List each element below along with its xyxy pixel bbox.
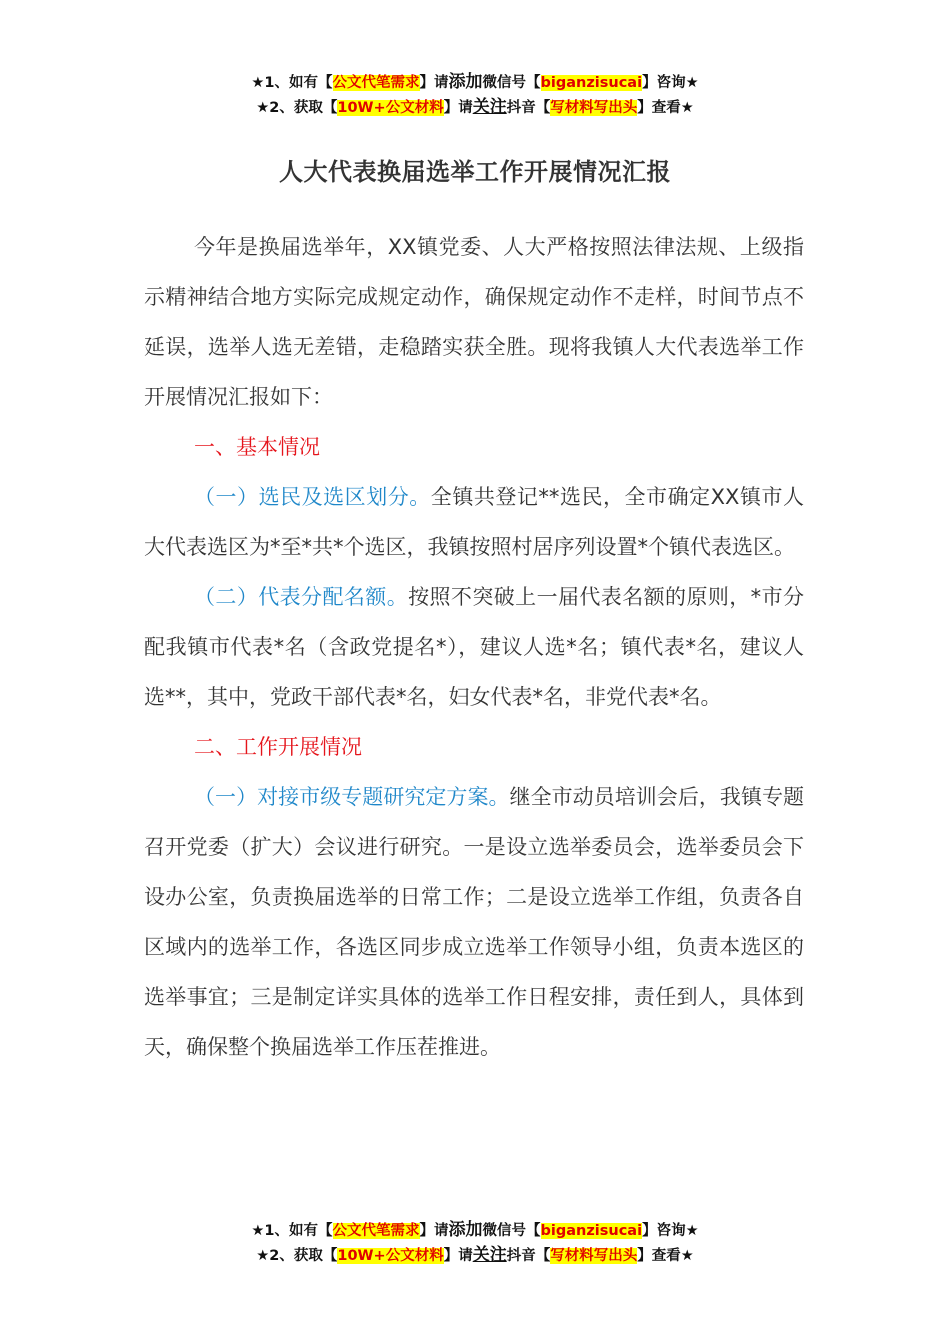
promo-highlight-service: 公文代笔需求 [332, 75, 420, 91]
promo-line-1: ★1、如有【公文代笔需求】请添加微信号【biganzisucai】咨询★ [251, 72, 699, 92]
section-heading-work-progress: 二、工作开展情况 [194, 735, 362, 759]
subheading-city-coordination: （一）对接市级专题研究定方案。 [194, 785, 510, 809]
promo-highlight-wechat-id: biganzisucai [540, 1223, 643, 1239]
intro-paragraph: 今年是换届选举年，XX镇党委、人大严格按照法律法规、上级指示精神结合地方实际完成规定动作，确保规定动作不走样，时间节点不延误，选举人选无差错，走稳踏实获全胜。现将我镇人大代表选举工作开展情况汇报如下： [144, 235, 804, 409]
paragraph-quota-allocation: （二）代表分配名额。按照不突破上一届代表名额的原则，*市分配我镇市代表*名（含政党提名*），建议人选*名；镇代表*名，建议人选**，其中，党政干部代表*名，妇女代表*名，非党代表*名。 [144, 585, 805, 709]
promo-line-2: ★2、获取【10W+公文材料】请关注抖音【写材料写出头】查看★ [256, 97, 694, 117]
promo-highlight-douyin-id: 写材料写出头 [550, 100, 638, 116]
document-body [144, 222, 804, 1072]
subheading-quota-allocation: （二）代表分配名额。 [194, 585, 409, 609]
promo-highlight-service: 公文代笔需求 [332, 1223, 420, 1239]
paragraph-city-coordination: （一）对接市级专题研究定方案。继全市动员培训会后，我镇专题召开党委（扩大）会议进行研究。一是设立选举委员会，选举委员会下设办公室，负责换届选举的日常工作；二是设立选举工作组，负责各自区域内的选举工作，各选区同步成立选举工作领导小组，负责本选区的选举事宜；三是制定详实具体的选举工作日程安排，责任到人，具体到天，确保整个换届选举工作压茬推进。 [144, 785, 805, 1059]
promo-line-1: ★1、如有【公文代笔需求】请添加微信号【biganzisucai】咨询★ [251, 1220, 699, 1240]
promo-highlight-materials: 10W+公文材料 [337, 1248, 444, 1264]
top-promo-banner [0, 70, 950, 120]
promo-highlight-wechat-id: biganzisucai [540, 75, 643, 91]
subheading-voter-division: （一）选民及选区划分。 [194, 485, 431, 509]
bottom-promo-banner [0, 1218, 950, 1268]
promo-line-2: ★2、获取【10W+公文材料】请关注抖音【写材料写出头】查看★ [256, 1245, 694, 1265]
promo-highlight-douyin-id: 写材料写出头 [550, 1248, 638, 1264]
promo-emphasis: 添加 [448, 1220, 483, 1240]
promo-highlight-materials: 10W+公文材料 [337, 100, 444, 116]
section-heading-basic-situation: 一、基本情况 [194, 435, 320, 459]
promo-emphasis: 关注 [472, 1245, 507, 1265]
document-title: 人大代表换届选举工作开展情况汇报 [279, 158, 671, 186]
promo-emphasis: 添加 [448, 72, 483, 92]
paragraph-voter-division: （一）选民及选区划分。全镇共登记**选民，全市确定XX镇市人大代表选区为*至*共*个选区，我镇按照村居序列设置*个镇代表选区。 [144, 485, 804, 559]
promo-emphasis: 关注 [472, 97, 507, 117]
